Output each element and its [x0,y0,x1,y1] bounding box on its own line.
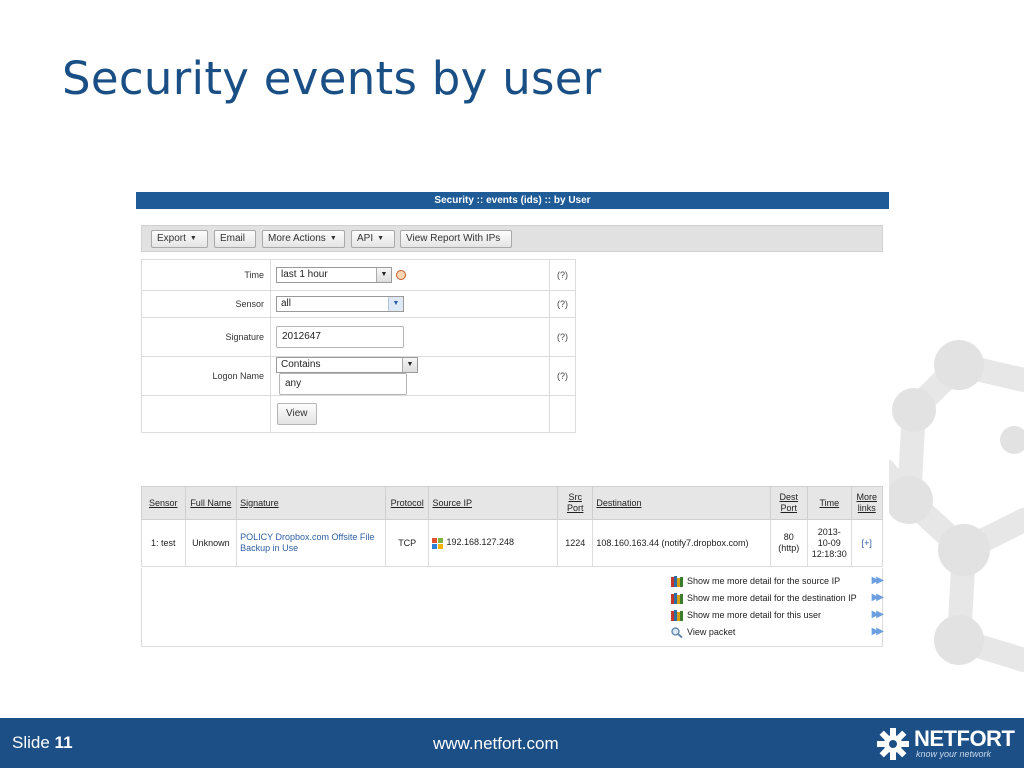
more-links-area [141,568,883,647]
cell-destination: 108.160.163.44 (notify7.dropbox.com) [593,520,770,567]
column-header-time[interactable]: Time [808,487,852,520]
link-label: Show me more detail for the destination IP [687,593,857,603]
dest-port-number: 80 [783,532,794,542]
sensor-select-value: all [281,298,292,309]
chevron-down-icon: ▼ [388,297,403,311]
cell-sensor: 1: test [142,520,186,567]
double-arrow-icon: ▶▶ [871,609,881,620]
panel-header: Security :: events (ids) :: by User [136,192,889,209]
sensor-help[interactable]: (?) [550,291,576,318]
filter-form [141,259,576,433]
sensor-cell [271,291,550,318]
signature-cell [271,318,550,357]
column-header-signature[interactable]: Signature [237,487,386,520]
link-label: Show me more detail for the source IP [687,576,841,586]
slide-label: Slide [12,733,50,752]
column-header-more-links[interactable] [851,487,882,520]
view-button[interactable]: View [277,403,317,425]
cell-dest-port [770,520,807,567]
logon-name-help[interactable]: (?) [550,357,576,396]
more-links-header-line2: links [857,503,876,513]
time-line1: 2013- [817,526,841,537]
time-cell [271,260,550,291]
logon-mode-select[interactable] [276,357,418,373]
dest-port-header-line2: Port [780,503,798,513]
clock-icon[interactable] [396,270,406,280]
view-report-with-ips-button[interactable]: View Report With IPs [400,230,512,248]
column-header-full-name[interactable]: Full Name [185,487,237,520]
link-view-packet[interactable] [671,625,881,639]
column-header-protocol[interactable]: Protocol [385,487,429,520]
filter-row-sensor [142,291,576,318]
link-user-detail[interactable] [671,608,881,622]
api-label: API [357,233,374,244]
src-port-header-line1: Src [568,492,582,502]
cell-more-links [851,520,882,567]
chevron-down-icon: ▼ [376,268,391,282]
double-arrow-icon: ▶▶ [871,626,881,637]
caret-down-icon: ▼ [377,235,385,242]
cell-full-name: Unknown [185,520,237,567]
logo-tagline: know your network [916,749,992,759]
netfort-logo [876,726,1016,762]
time-line2: 10-09 [817,537,841,548]
double-arrow-icon: ▶▶ [871,575,881,586]
api-button[interactable] [351,230,395,248]
footer-url: www.netfort.com [433,734,559,753]
books-icon [671,610,683,621]
books-icon [671,576,683,587]
cell-signature [237,520,386,567]
link-source-ip-detail[interactable] [671,574,881,588]
empty-help-cell [550,396,576,433]
email-button[interactable]: Email [214,230,256,248]
gear-icon [876,727,910,761]
link-label: View packet [687,627,736,637]
signature-help[interactable]: (?) [550,318,576,357]
empty-label-cell [142,396,271,433]
logon-name-cell [271,357,550,396]
signature-link[interactable]: POLICY Dropbox.com Offsite File Backup in Use [240,532,375,553]
time-line3: 12:18:30 [811,548,847,559]
link-destination-ip-detail[interactable] [671,591,881,605]
cell-protocol: TCP [385,520,429,567]
screenshot-panel [136,192,889,648]
cell-src-port: 1224 [558,520,593,567]
more-actions-label: More Actions [268,233,326,244]
more-links-header-line1: More [856,492,878,502]
column-header-destination[interactable]: Destination [593,487,770,520]
sensor-select[interactable] [276,296,404,312]
slide-footer [0,718,1024,768]
cell-time [808,520,852,567]
logo-name: NETFORT [914,726,1015,751]
column-header-sensor[interactable]: Sensor [142,487,186,520]
time-help[interactable]: (?) [550,260,576,291]
cell-source-ip [429,520,558,567]
slide-title: Security events by user [62,52,602,105]
filter-row-signature [142,318,576,357]
magnifier-icon [671,627,683,638]
sensor-label: Sensor [142,291,271,318]
column-header-source-ip[interactable]: Source IP [429,487,558,520]
column-header-src-port[interactable] [558,487,593,520]
time-select-value: last 1 hour [281,269,328,280]
link-label: Show me more detail for this user [687,610,822,620]
column-header-dest-port[interactable] [770,487,807,520]
logon-name-input[interactable]: any [279,373,407,395]
table-row [142,520,883,567]
submit-cell [271,396,550,433]
slide-number [12,733,73,753]
export-button[interactable] [151,230,208,248]
dest-port-service: (http) [778,543,800,553]
time-label: Time [142,260,271,291]
filter-row-submit [142,396,576,433]
signature-input[interactable]: 2012647 [276,326,404,348]
caret-down-icon: ▼ [329,235,337,242]
time-select[interactable] [276,267,392,283]
filter-row-time [142,260,576,291]
expand-more-links[interactable]: [+] [861,537,872,548]
filter-row-logon-name [142,357,576,396]
results-table [141,486,883,567]
logon-name-label: Logon Name [142,357,271,396]
action-toolbar [141,225,883,252]
books-icon [671,593,683,604]
more-actions-button[interactable] [262,230,345,248]
signature-label: Signature [142,318,271,357]
chevron-down-icon: ▼ [402,358,417,372]
double-arrow-icon: ▶▶ [871,592,881,603]
decorative-molecule-graphic [884,320,1024,690]
slide-number-value: 11 [54,733,73,752]
source-ip-value: 192.168.127.248 [446,537,515,548]
caret-down-icon: ▼ [189,235,197,242]
logon-mode-value: Contains [281,359,321,370]
export-label: Export [157,233,186,244]
windows-logo-icon [432,538,443,549]
src-port-header-line2: Port [566,503,584,513]
dest-port-header-line1: Dest [779,492,799,502]
results-header-row [142,487,883,520]
